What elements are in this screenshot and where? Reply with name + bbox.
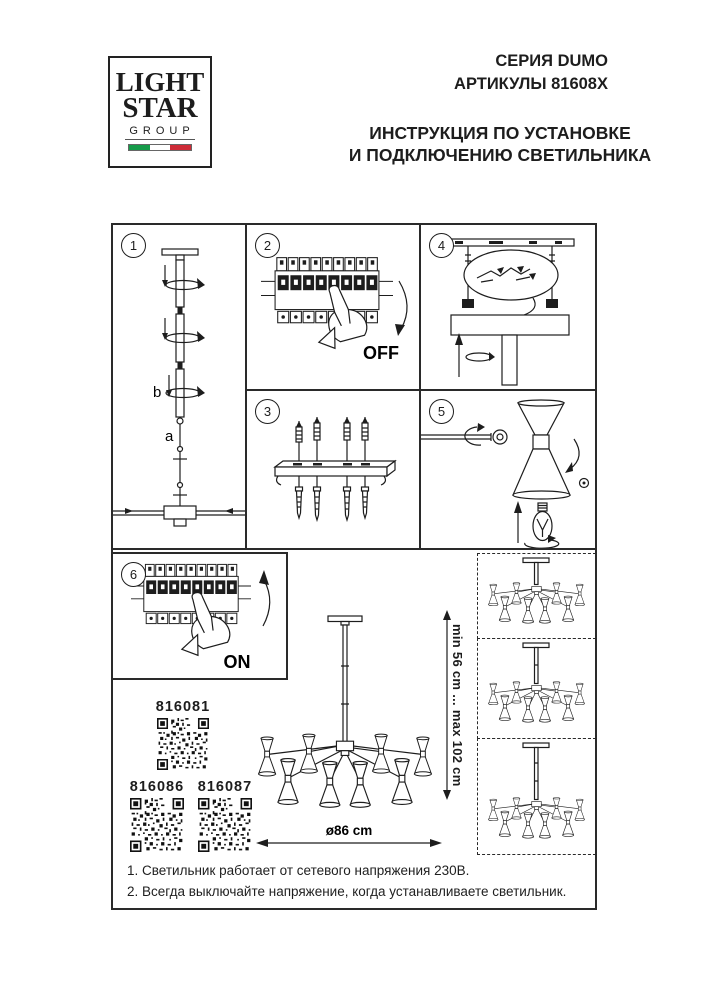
nut-right — [546, 299, 558, 308]
articles-label: АРТИКУЛЫ 81608X — [454, 75, 608, 93]
step-1-diagram — [113, 225, 245, 548]
label-b: b — [153, 384, 162, 401]
logo-light: LIGHT — [115, 67, 205, 97]
variant-3-drawing — [479, 741, 594, 852]
shade-waist — [533, 435, 549, 449]
nut-left — [462, 299, 474, 308]
rod — [343, 625, 347, 746]
rotate-arrow — [466, 353, 492, 361]
diameter-dimension — [252, 824, 446, 850]
qr-label-816087: 816087 — [197, 779, 253, 795]
logo-star: STAR — [122, 92, 198, 124]
rod — [502, 335, 517, 385]
chandelier-body — [259, 734, 432, 807]
series-label: СЕРИЯ DUMO — [495, 52, 608, 70]
italian-flag-bar — [128, 144, 192, 151]
title-line-2: И ПОДКЛЮЧЕНИЮ СВЕТИЛЬНИКА — [348, 145, 652, 165]
bulb — [533, 503, 552, 541]
breaker-panel — [131, 564, 251, 623]
height-dimension-label: min 56 cm ... max 102 cm — [450, 623, 465, 787]
series-block — [288, 50, 608, 96]
wiring-zoom-balloon — [464, 250, 558, 300]
qr-code-816086 — [130, 798, 184, 852]
rotation-arrows — [166, 278, 205, 398]
down-curve-arrow — [399, 281, 407, 329]
label-a: a — [165, 428, 174, 445]
anchors — [296, 417, 368, 461]
step-1-badge: 1 — [121, 233, 146, 258]
title-line-1: ИНСТРУКЦИЯ ПО УСТАНОВКЕ — [369, 123, 631, 143]
variant-2-drawing — [479, 641, 594, 736]
qr-code-816087 — [198, 798, 252, 852]
step-3-badge: 3 — [255, 399, 280, 424]
page-title — [335, 122, 665, 166]
qr-label-816086: 816086 — [129, 779, 185, 795]
rotate-arrow — [525, 540, 559, 548]
logo-group: GROUP — [125, 125, 194, 140]
screws — [296, 476, 369, 520]
shade-lower-cone — [513, 449, 570, 495]
off-label: OFF — [363, 343, 399, 363]
lightstar-logo — [108, 56, 212, 168]
canopy — [451, 315, 569, 335]
grid-hline-bottom — [113, 548, 595, 550]
note-1: 1. Светильник работает от сетевого напряжения 230В. — [127, 863, 470, 878]
arm — [421, 433, 491, 441]
step-6-badge: 6 — [121, 562, 146, 587]
qr-label-816081: 816081 — [155, 699, 211, 715]
shade-upper-cone — [518, 403, 564, 435]
qr-code-816081 — [157, 718, 209, 770]
breaker-panel — [261, 258, 393, 323]
step-4-badge: 4 — [429, 233, 454, 258]
diameter-label: ø86 cm — [325, 824, 373, 838]
ceiling-plate — [328, 616, 362, 622]
down-arrows — [162, 265, 172, 397]
note-2: 2. Всегда выключайте напряжение, когда устанавливаете светильник. — [127, 884, 567, 899]
step-2-badge: 2 — [255, 233, 280, 258]
on-label: ON — [223, 652, 251, 672]
bracket-front-face — [275, 467, 387, 476]
notes-block — [127, 860, 582, 902]
chandelier-drawing — [250, 608, 450, 808]
mounting-bar — [446, 239, 574, 246]
step-5-badge: 5 — [429, 399, 454, 424]
variant-1-drawing — [479, 556, 594, 636]
end-hooks — [277, 476, 386, 485]
